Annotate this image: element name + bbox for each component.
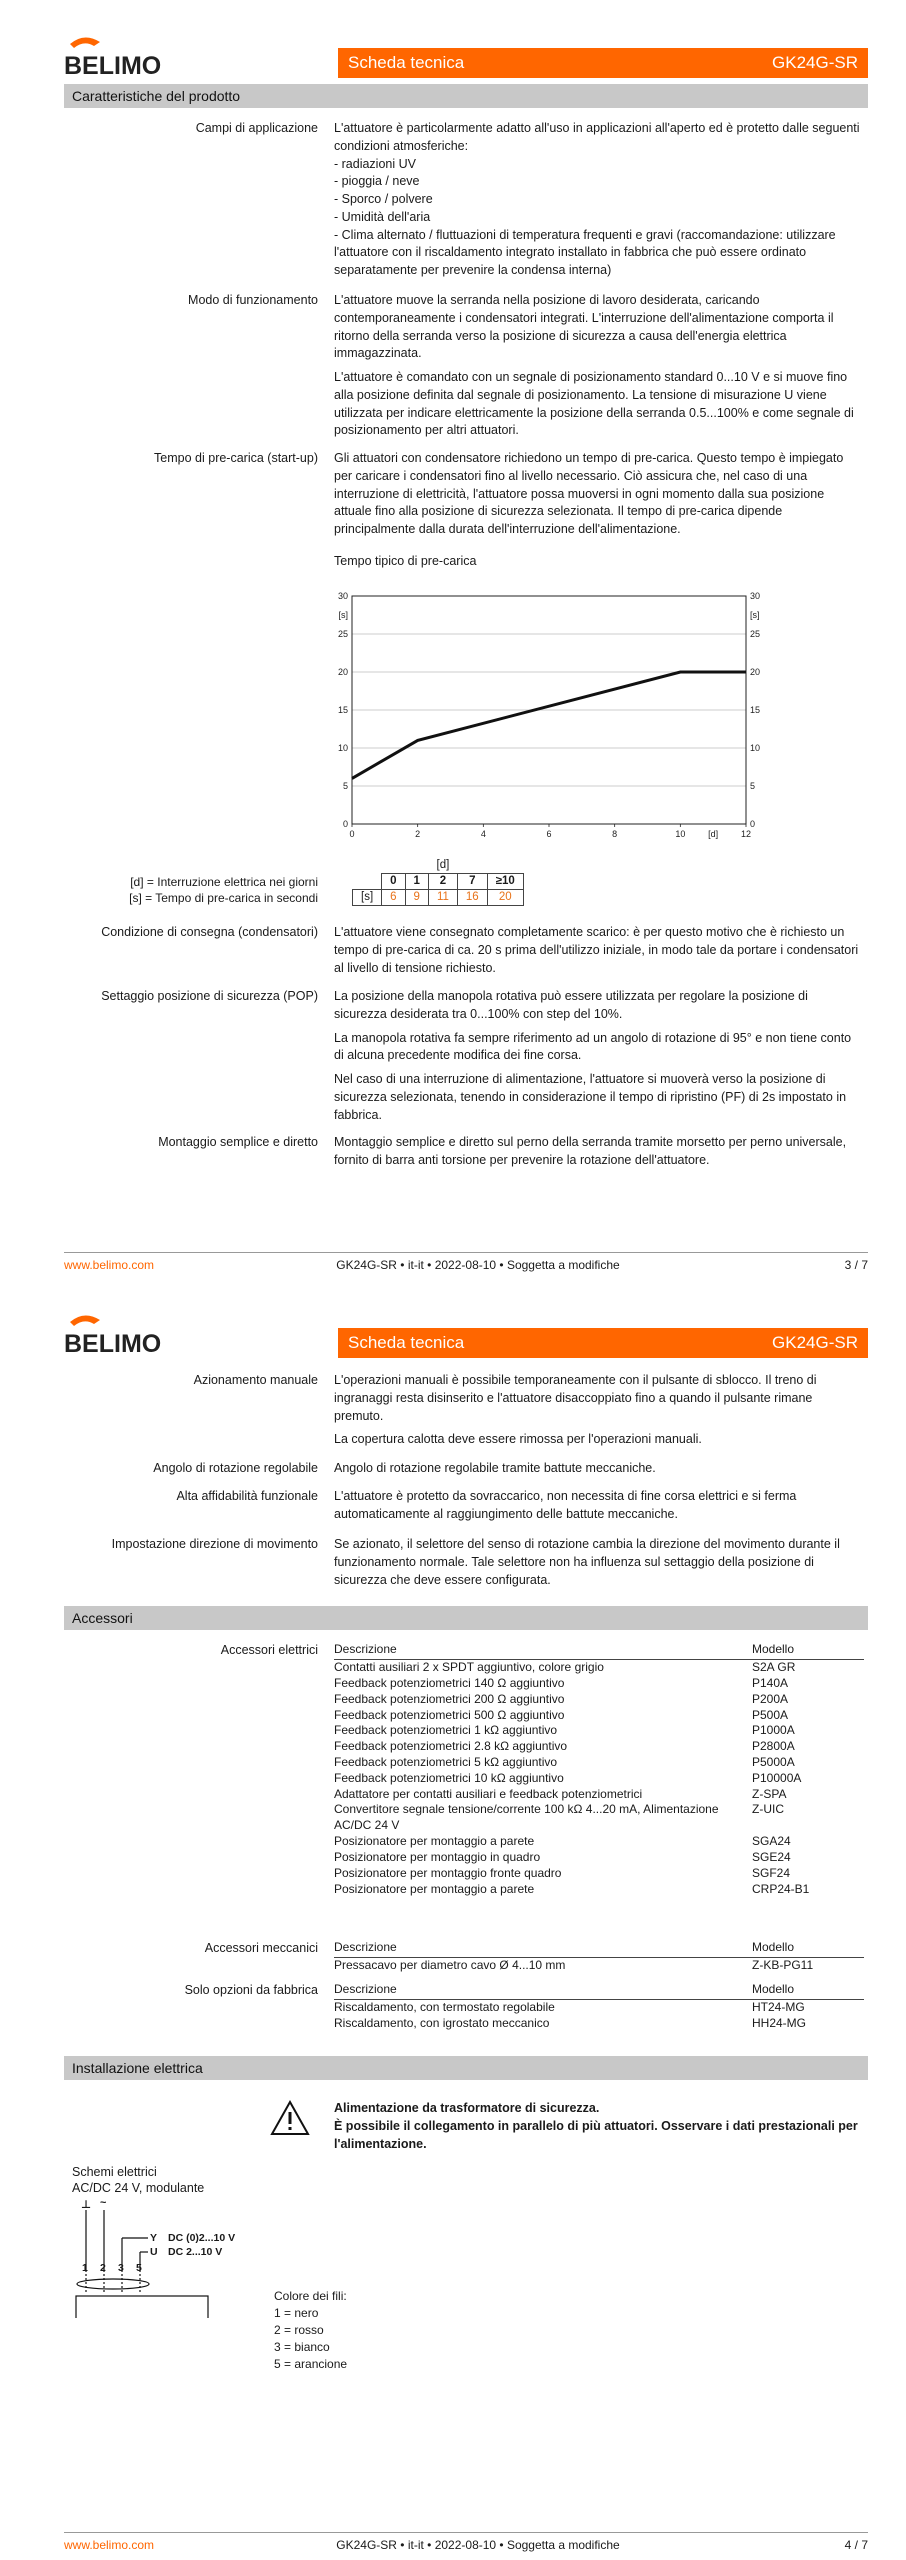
mechanical-accessories-table xyxy=(334,1938,864,1974)
paragraph: L'attuatore muove la serranda nella posizione di lavoro desiderata, caricando contemporaneamente i condensatori integrati. L'interruzione dell'alimentazione comporta il ritorno della serranda verso la posizione di sicurezza a causa dell'energia elettrica immagazzinata. xyxy=(334,293,834,361)
row-label: Campi di applicazione xyxy=(195,121,318,135)
accessory-description: Feedback potenziometrici 10 kΩ aggiuntivo xyxy=(334,1770,564,1785)
table-row xyxy=(334,1802,864,1834)
days-cell: 2 xyxy=(428,874,457,890)
y-tick-label-right: 15 xyxy=(750,705,761,715)
precharge-chart xyxy=(334,588,764,848)
seconds-cell: 16 xyxy=(457,890,487,906)
section-title: Accessori xyxy=(64,1606,868,1630)
table-row xyxy=(334,1723,864,1739)
page-number: 4 / 7 xyxy=(844,2538,868,2552)
precharge-series-line xyxy=(352,672,746,778)
y-axis-label: [s] xyxy=(338,610,348,620)
accessory-description: Feedback potenziometrici 1 kΩ aggiuntivo xyxy=(334,1723,558,1738)
col-model: Modello xyxy=(752,1640,864,1660)
y-signal: DC (0)2...10 V xyxy=(168,2232,236,2244)
electrical-accessories-table xyxy=(334,1640,864,1897)
table-row xyxy=(334,1771,864,1787)
table-row xyxy=(334,1850,864,1866)
y-tick-label-right: 0 xyxy=(750,819,756,829)
table-row xyxy=(334,1676,864,1692)
terminal-1: 1 xyxy=(82,2262,88,2274)
accessory-model: HH24-MG xyxy=(752,2015,807,2030)
accessory-description: Feedback potenziometrici 500 Ω aggiuntivo xyxy=(334,1707,565,1722)
y-tick-label: 15 xyxy=(337,705,348,715)
wire-colors-title: Colore dei fili: xyxy=(274,2289,347,2303)
accessory-model: P200A xyxy=(752,1691,789,1706)
row-text xyxy=(334,1134,864,1176)
table-row xyxy=(334,1882,864,1898)
doc-type: Scheda tecnica xyxy=(348,1333,465,1352)
footer-info: GK24G-SR • it-it • 2022-08-10 • Soggetta a modifiche xyxy=(336,1258,620,1272)
doc-type: Scheda tecnica xyxy=(348,53,465,72)
col-model: Modello xyxy=(752,1980,864,2000)
accessory-description: Posizionatore per montaggio fronte quadro xyxy=(334,1865,562,1880)
wire-color: 2 = rosso xyxy=(274,2323,324,2338)
row-label: Condizione di consegna (condensatori) xyxy=(101,925,318,939)
ground-symbol: ⊥ xyxy=(81,2199,92,2211)
row-label: Modo di funzionamento xyxy=(188,293,318,307)
days-cell: ≥10 xyxy=(487,874,523,890)
table-row xyxy=(334,1834,864,1850)
accessory-model: S2A GR xyxy=(752,1660,796,1675)
row-label: Angolo di rotazione regolabile xyxy=(153,1461,318,1475)
y-tick-label-right: 30 xyxy=(750,591,761,601)
accessory-description: Contatti ausiliari 2 x SPDT aggiuntivo, colore grigio xyxy=(334,1660,604,1675)
x-axis-label: [d] xyxy=(708,829,719,839)
row-label: Azionamento manuale xyxy=(193,1373,318,1387)
wiring-diagram xyxy=(72,2198,262,2318)
accessory-model: P140A xyxy=(752,1675,789,1690)
x-tick-label: 0 xyxy=(349,829,355,839)
paragraph: L'operazioni manuali è possibile temporaneamente con il pulsante di sblocco. Il treno di ingranaggi resta disinserito e l'attuatore disaccoppiato fino a quando il pulsante rimane premuto. xyxy=(334,1373,817,1423)
footer-link[interactable]: www.belimo.com xyxy=(64,2538,155,2552)
table-row xyxy=(334,1692,864,1708)
header-bar xyxy=(338,1328,868,1358)
days-cell: 1 xyxy=(405,874,428,890)
days-cell: 7 xyxy=(457,874,487,890)
y-tick-label: 10 xyxy=(337,743,348,753)
y-tick-label: 20 xyxy=(337,667,348,677)
accessory-description: Adattatore per contatti ausiliari e feedback potenziometrici xyxy=(334,1786,643,1801)
x-tick-label: 8 xyxy=(612,829,618,839)
product-code: GK24G-SR xyxy=(772,1333,858,1352)
accessory-model: Z-UIC xyxy=(752,1802,784,1817)
accessory-model: SGA24 xyxy=(752,1834,791,1849)
col-description: Descrizione xyxy=(334,1980,752,2000)
paragraph: Nel caso di una interruzione di alimentazione, l'attuatore si muoverà verso la posizione di sicurezza selezionata, tenendo in considerazione il tempo di ripristino (PF) di 2s impostato in fabbrica. xyxy=(334,1072,847,1122)
unit-seconds: [s] xyxy=(353,890,382,906)
page-footer xyxy=(64,1252,868,1272)
product-code: GK24G-SR xyxy=(772,53,858,72)
accessory-description: Feedback potenziometrici 5 kΩ aggiuntivo xyxy=(334,1755,558,1769)
row-text: L'attuatore è protetto da sovraccarico, non necessita di fine corsa elettrici e si ferma automaticamente al raggiungimento delle battute meccaniche. xyxy=(334,1489,797,1521)
y-tick-label-right: 5 xyxy=(750,781,756,791)
paragraph: La manopola rotativa fa sempre riferimento ad un angolo di rotazione di 95° e non tiene conto di alcuna precedente modifica dei fine corsa. xyxy=(334,1030,852,1063)
row-text xyxy=(334,120,864,280)
y-tick-label-right: 25 xyxy=(750,629,761,639)
table-row xyxy=(334,2000,864,2016)
footer-info: GK24G-SR • it-it • 2022-08-10 • Soggetta a modifiche xyxy=(336,2538,620,2552)
section-title: Caratteristiche del prodotto xyxy=(64,84,868,108)
col-description: Descrizione xyxy=(334,1938,752,1958)
warning-icon xyxy=(270,2100,310,2136)
row-text xyxy=(334,988,864,1130)
row-text xyxy=(334,1372,864,1455)
accessory-description: Feedback potenziometrici 140 Ω aggiuntivo xyxy=(334,1675,565,1690)
row-text xyxy=(334,450,864,545)
table-row xyxy=(334,1708,864,1724)
col-model: Modello xyxy=(752,1938,864,1958)
accessory-description: Posizionatore per montaggio in quadro xyxy=(334,1849,541,1864)
row-label: Montaggio semplice e diretto xyxy=(158,1135,318,1149)
y-label: Y xyxy=(150,2232,158,2244)
precharge-table xyxy=(352,858,524,906)
y-tick-label: 30 xyxy=(337,591,348,601)
accessory-model: Z-KB-PG11 xyxy=(752,1958,814,1973)
seconds-cell: 6 xyxy=(382,890,405,906)
table-row xyxy=(334,1958,864,1974)
paragraph: La copertura calotta deve essere rimossa per l'operazioni manuali. xyxy=(334,1432,702,1447)
legend-seconds: [s] = Tempo di pre-carica in secondi xyxy=(129,891,318,905)
accessory-model: P1000A xyxy=(752,1723,795,1738)
y-tick-label-right: 10 xyxy=(750,743,761,753)
paragraph: - radiazioni UV xyxy=(334,156,416,171)
paragraph: Gli attuatori con condensatore richiedono un tempo di pre-carica. Questo tempo è impiegato per caricare i condensatori fino al livello necessario. Ciò assicura che, nel caso di una interruzione di elettricità, l'attuatore possa muoversi in ogni momento dalla sua posizione attuale fino alla posizione di sicurezza selezionata. Il tempo di pre-carica dipende principalmente dalla durata dell'interruzione dell'alimentazione. xyxy=(334,451,844,536)
col-description: Descrizione xyxy=(334,1640,752,1660)
section-title: Installazione elettrica xyxy=(64,2056,868,2080)
terminal-5: 5 xyxy=(136,2262,142,2274)
row-text xyxy=(334,292,864,446)
wire-color: 3 = bianco xyxy=(274,2340,330,2355)
table-row xyxy=(334,1787,864,1803)
accessory-model: P5000A xyxy=(752,1755,795,1769)
header-bar xyxy=(338,48,868,78)
y-axis-label-right: [s] xyxy=(750,610,760,620)
paragraph: L'attuatore viene consegnato completamente scarico: è per questo motivo che è richiesto un tempo di pre-carica di ca. 20 s prima dell'utilizzo iniziale, in modo tale da portare i condensatori al livello di tensione richiesto. xyxy=(334,925,859,975)
row-label: Alta affidabilità funzionale xyxy=(176,1489,318,1503)
seconds-cell: 20 xyxy=(487,890,523,906)
belimo-logo xyxy=(64,34,182,78)
row-label: Accessori elettrici xyxy=(220,1643,318,1657)
wire-color: 1 = nero xyxy=(274,2306,319,2321)
accessory-description: Riscaldamento, con termostato regolabile xyxy=(334,2000,555,2015)
wiring-subtitle: AC/DC 24 V, modulante xyxy=(72,2181,205,2195)
accessory-description: Posizionatore per montaggio a parete xyxy=(334,1834,535,1849)
seconds-cell: 9 xyxy=(405,890,428,906)
row-label: Accessori meccanici xyxy=(204,1941,318,1955)
table-row xyxy=(334,2016,864,2032)
accessory-model: SGE24 xyxy=(752,1849,791,1864)
accessory-description: Riscaldamento, con igrostato meccanico xyxy=(334,2015,550,2030)
chart-caption: Tempo tipico di pre-carica xyxy=(334,554,477,568)
row-label: Settaggio posizione di sicurezza (POP) xyxy=(101,989,318,1003)
page-4 xyxy=(0,1300,906,2560)
unit-days: [d] xyxy=(436,859,450,871)
x-tick-label: 10 xyxy=(675,829,686,839)
y-tick-label: 5 xyxy=(342,781,348,791)
row-text xyxy=(334,924,864,983)
chart-svg xyxy=(334,588,764,848)
accessory-description: Convertitore segnale tensione/corrente 100 kΩ 4...20 mA, Alimentazione AC/DC 24 V xyxy=(334,1802,719,1833)
row-text: Angolo di rotazione regolabile tramite battute meccaniche. xyxy=(334,1461,656,1475)
paragraph: L'attuatore è particolarmente adatto all'uso in applicazioni all'aperto ed è protetto dalle seguenti condizioni atmosferiche: xyxy=(334,121,860,153)
wire-color: 5 = arancione xyxy=(274,2357,348,2372)
footer-link[interactable]: www.belimo.com xyxy=(64,1258,155,1272)
accessory-description: Pressacavo per diametro cavo Ø 4...10 mm xyxy=(334,1958,566,1973)
x-tick-label: 2 xyxy=(415,829,421,839)
y-tick-label: 25 xyxy=(337,629,348,639)
accessory-model: P2800A xyxy=(752,1739,795,1754)
paragraph: - Sporco / polvere xyxy=(334,192,433,206)
ac-symbol: ~ xyxy=(100,2197,107,2209)
accessory-model: P10000A xyxy=(752,1770,802,1785)
x-tick-label: 6 xyxy=(546,829,552,839)
x-tick-label: 4 xyxy=(480,829,486,839)
seconds-cell: 11 xyxy=(428,890,457,906)
table-row xyxy=(334,1755,864,1771)
paragraph: - pioggia / neve xyxy=(334,174,420,189)
svg-text:BELIMO: BELIMO xyxy=(64,1330,162,1356)
paragraph: Montaggio semplice e diretto sul perno della serranda tramite morsetto per perno universale, fornito di barra anti torsione per prevenire la rotazione dell'attuatore. xyxy=(334,1135,847,1167)
svg-text:BELIMO: BELIMO xyxy=(64,52,162,78)
page-number: 3 / 7 xyxy=(844,1258,868,1272)
table-row xyxy=(334,1739,864,1755)
row-label: Tempo di pre-carica (start-up) xyxy=(154,451,318,465)
y-tick-label: 0 xyxy=(342,819,348,829)
page-footer xyxy=(64,2532,868,2552)
terminal-3: 3 xyxy=(118,2262,124,2274)
accessory-model: HT24-MG xyxy=(752,2000,805,2015)
warning-line-2: È possibile il collegamento in parallelo di più attuatori. Osservare i dati prestazionali per l'alimentazione. xyxy=(334,2119,858,2151)
factory-options-table xyxy=(334,1980,864,2032)
accessory-description: Feedback potenziometrici 2.8 kΩ aggiuntivo xyxy=(334,1739,568,1754)
belimo-logo xyxy=(64,1312,182,1356)
accessory-description: Posizionatore per montaggio a parete xyxy=(334,1881,535,1896)
x-tick-label: 12 xyxy=(740,829,752,839)
paragraph: La posizione della manopola rotativa può essere utilizzata per regolare la posizione di sicurezza desiderata tra 0...100% con step del 10%. xyxy=(334,989,808,1021)
accessory-model: P500A xyxy=(752,1707,789,1722)
u-label: U xyxy=(150,2246,158,2258)
row-label: Impostazione direzione di movimento xyxy=(111,1537,318,1551)
wiring-title: Schemi elettrici xyxy=(72,2165,157,2179)
accessory-model: Z-SPA xyxy=(752,1786,787,1801)
wire-colors xyxy=(274,2288,347,2373)
paragraph: - Clima alternato / fluttuazioni di temperatura frequenti e gravi (raccomandazione: utilizzare l'attuatore con il riscaldamento integrato installato in fabbrica che può essere ordinato separatamente per prevenire la condensa interna) xyxy=(334,227,836,277)
table-row xyxy=(334,1866,864,1882)
row-text: Se azionato, il selettore del senso di rotazione cambia la direzione del movimento durante il funzionamento normale. Tale selettore non ha influenza sul settaggio della posizione di sicurezza che deve essere configurata. xyxy=(334,1537,840,1587)
terminal-2: 2 xyxy=(100,2262,106,2274)
paragraph: - Umidità dell'aria xyxy=(334,209,431,224)
accessory-description: Feedback potenziometrici 200 Ω aggiuntivo xyxy=(334,1691,565,1706)
wiring-lines xyxy=(72,2198,262,2318)
y-tick-label-right: 20 xyxy=(750,667,761,677)
row-label: Solo opzioni da fabbrica xyxy=(184,1983,318,1997)
paragraph: L'attuatore è comandato con un segnale di posizionamento standard 0...10 V e si muove fino alla posizione definita dal segnale di posizionamento. La tensione di misurazione U viene utilizzata per indicare elettricamente la posizione della serranda 0.5...100% e come segnale di posizionamento per altri attuatori. xyxy=(334,370,854,438)
days-cell: 0 xyxy=(382,874,405,890)
table-row xyxy=(334,1660,864,1676)
accessory-model: SGF24 xyxy=(752,1865,791,1880)
u-signal: DC 2...10 V xyxy=(168,2246,223,2258)
accessory-model: CRP24-B1 xyxy=(752,1881,810,1896)
legend-days: [d] = Interruzione elettrica nei giorni xyxy=(130,875,318,889)
warning-line-1: Alimentazione da trasformatore di sicurezza. xyxy=(334,2101,600,2115)
